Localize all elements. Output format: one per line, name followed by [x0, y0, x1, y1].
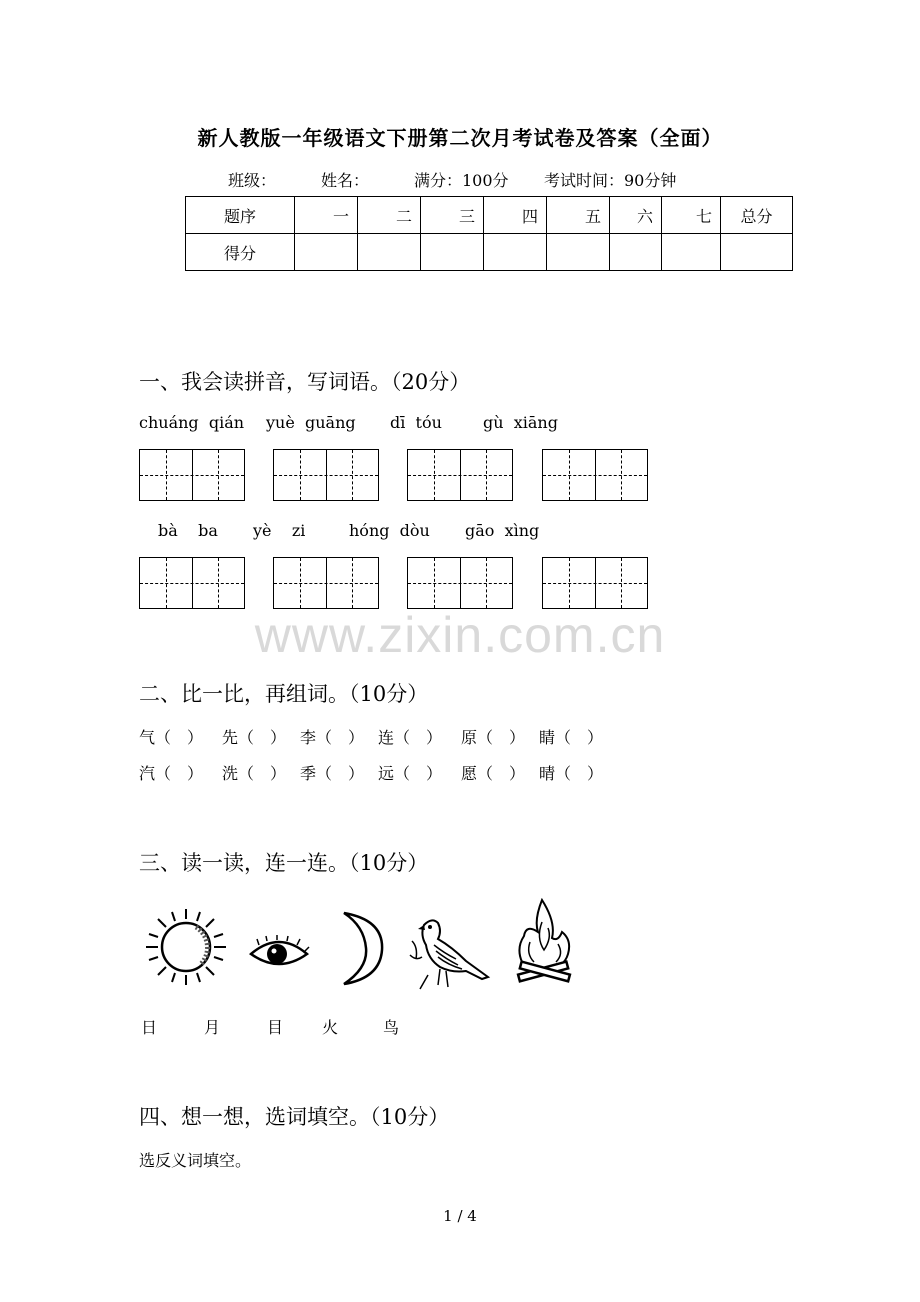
- char-label: 月: [204, 1018, 221, 1037]
- word-item: 愿（ ）: [461, 764, 526, 783]
- table-cell: 总分: [721, 197, 793, 234]
- pinyin-label: dī tóu: [390, 413, 442, 432]
- score-cell[interactable]: [484, 234, 547, 271]
- bird-icon[interactable]: [408, 915, 492, 995]
- writing-box[interactable]: [139, 449, 245, 501]
- word-item: 连（ ）: [378, 728, 443, 747]
- table-cell: 得分: [186, 234, 295, 271]
- fire-icon[interactable]: [512, 898, 576, 992]
- word-row-2: [139, 761, 617, 784]
- char-label: 鸟: [383, 1018, 400, 1037]
- table-row: [186, 234, 793, 271]
- table-cell: 七: [662, 197, 721, 234]
- pinyin-label: chuáng qián: [139, 413, 245, 432]
- word-item: 洗（ ）: [222, 764, 287, 783]
- score-cell[interactable]: [547, 234, 610, 271]
- char-label: 火: [322, 1018, 339, 1037]
- word-item: 晴（ ）: [539, 764, 604, 783]
- table-cell: 一: [295, 197, 358, 234]
- class-field: 班级：: [228, 171, 277, 190]
- section2-heading: 二、比一比，再组词。（10分）: [139, 682, 429, 706]
- word-item: 季（ ）: [300, 764, 365, 783]
- table-cell: 题序: [186, 197, 295, 234]
- name-field: 姓名：: [321, 171, 370, 190]
- table-cell: 三: [421, 197, 484, 234]
- pinyin-label: yuè guāng: [266, 413, 356, 432]
- word-item: 睛（ ）: [539, 728, 604, 747]
- word-item: 李（ ）: [300, 728, 365, 747]
- writing-box[interactable]: [407, 557, 513, 609]
- score-cell[interactable]: [662, 234, 721, 271]
- pinyin-label: hóng dòu: [349, 521, 430, 540]
- pinyin-label: bà ba: [158, 521, 218, 540]
- table-cell: 二: [358, 197, 421, 234]
- score-cell[interactable]: [358, 234, 421, 271]
- pinyin-label: yè zi: [253, 521, 306, 540]
- writing-box[interactable]: [273, 557, 379, 609]
- score-cell[interactable]: [295, 234, 358, 271]
- table-row: [186, 197, 793, 234]
- writing-box[interactable]: [542, 557, 648, 609]
- word-item: 远（ ）: [378, 764, 443, 783]
- section4-heading: 四、想一想，选词填空。（10分）: [139, 1105, 450, 1129]
- exam-time: 考试时间：90分钟: [544, 171, 677, 190]
- page-number: 1 / 4: [443, 1207, 477, 1225]
- writing-box[interactable]: [542, 449, 648, 501]
- table-cell: 五: [547, 197, 610, 234]
- word-row-1: [139, 725, 617, 748]
- writing-box[interactable]: [139, 557, 245, 609]
- score-cell[interactable]: [721, 234, 793, 271]
- table-cell: 六: [610, 197, 662, 234]
- section4-instruction: 选反义词填空。: [139, 1151, 252, 1170]
- moon-icon[interactable]: [336, 910, 386, 986]
- watermark: www.zixin.com.cn: [254, 607, 666, 663]
- writing-box[interactable]: [273, 449, 379, 501]
- char-label: 目: [267, 1018, 284, 1037]
- full-score: 满分：100分: [414, 171, 509, 190]
- section1-heading: 一、我会读拼音，写词语。（20分）: [139, 370, 471, 394]
- word-item: 气（ ）: [139, 728, 204, 747]
- section3-heading: 三、读一读，连一连。（10分）: [139, 851, 429, 875]
- table-cell: 四: [484, 197, 547, 234]
- page-title: 新人教版一年级语文下册第二次月考试卷及答案（全面）: [197, 126, 723, 150]
- pinyin-label: gāo xìng: [465, 521, 540, 540]
- word-item: 汽（ ）: [139, 764, 204, 783]
- sun-icon[interactable]: [144, 907, 228, 987]
- word-item: 原（ ）: [461, 728, 526, 747]
- eye-icon[interactable]: [247, 934, 311, 974]
- score-cell[interactable]: [610, 234, 662, 271]
- pinyin-label: gù xiāng: [483, 413, 558, 432]
- char-label: 日: [141, 1018, 158, 1037]
- score-table: [185, 196, 793, 271]
- writing-box[interactable]: [407, 449, 513, 501]
- word-item: 先（ ）: [222, 728, 287, 747]
- score-cell[interactable]: [421, 234, 484, 271]
